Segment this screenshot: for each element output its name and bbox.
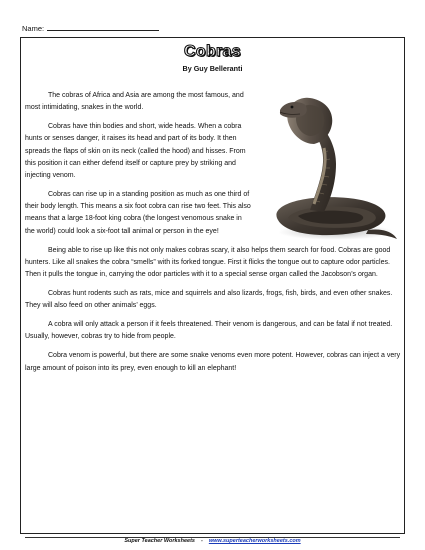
footer-publisher: Super Teacher Worksheets <box>124 538 195 544</box>
footer-url-link[interactable]: www.superteacherworksheets.com <box>208 538 301 544</box>
paragraph: Being able to rise up like this not only makes cobras scary, it also helps them search for food. Cobras are good hunters. Like all snakes the cobra “smells” with its forked tongue. First it flicks the tongue out to capture odor particles. Then it pulls the tongue in, carrying the odor particles with it to a special sense organ called the Jacobson’s organ. <box>25 246 391 279</box>
paragraph: The cobras of Africa and Asia are among the most famous, and most intimidating, snakes in the world. <box>25 92 244 112</box>
paragraph: Cobras hunt rodents such as rats, mice and squirrels and also lizards, frogs, fish, birds, and even other snakes. They will also feed on other animals’ eggs. <box>25 290 393 310</box>
footer <box>0 538 425 544</box>
paragraph: Cobras can rise up in a standing position as much as one third of their body length. This means a six foot cobra can rise two feet. This also means that a large 18-foot king cobra (the longest venomous snake in the world) could look a six-foot tall animal or person in the eye! <box>25 191 251 235</box>
article-body <box>25 90 401 382</box>
paragraph: Cobra venom is powerful, but there are some snake venoms even more potent. However, cobras can inject a very large amount of poison into its prey, even enough to kill an elephant! <box>25 352 401 372</box>
name-field <box>22 24 159 33</box>
image-float-spacer <box>251 90 401 240</box>
name-label: Name: <box>22 24 45 33</box>
paragraph: Cobras have thin bodies and short, wide heads. When a cobra hunts or senses danger, it raises its head and part of its body. It then spreads the flaps of skin on its neck (called the hood) and hisses. From this position it can either defend itself or capture prey by striking and injecting venom. <box>25 123 246 180</box>
paragraph: A cobra will only attack a person if it feels threatened. Their venom is dangerous, and can be fatal if not treated. Usually, however, cobras try to hide from people. <box>25 321 393 341</box>
name-blank-line <box>47 24 159 31</box>
page-title: Cobras <box>184 43 241 60</box>
footer-separator: - <box>200 538 203 544</box>
byline: By Guy Belleranti <box>182 64 243 73</box>
